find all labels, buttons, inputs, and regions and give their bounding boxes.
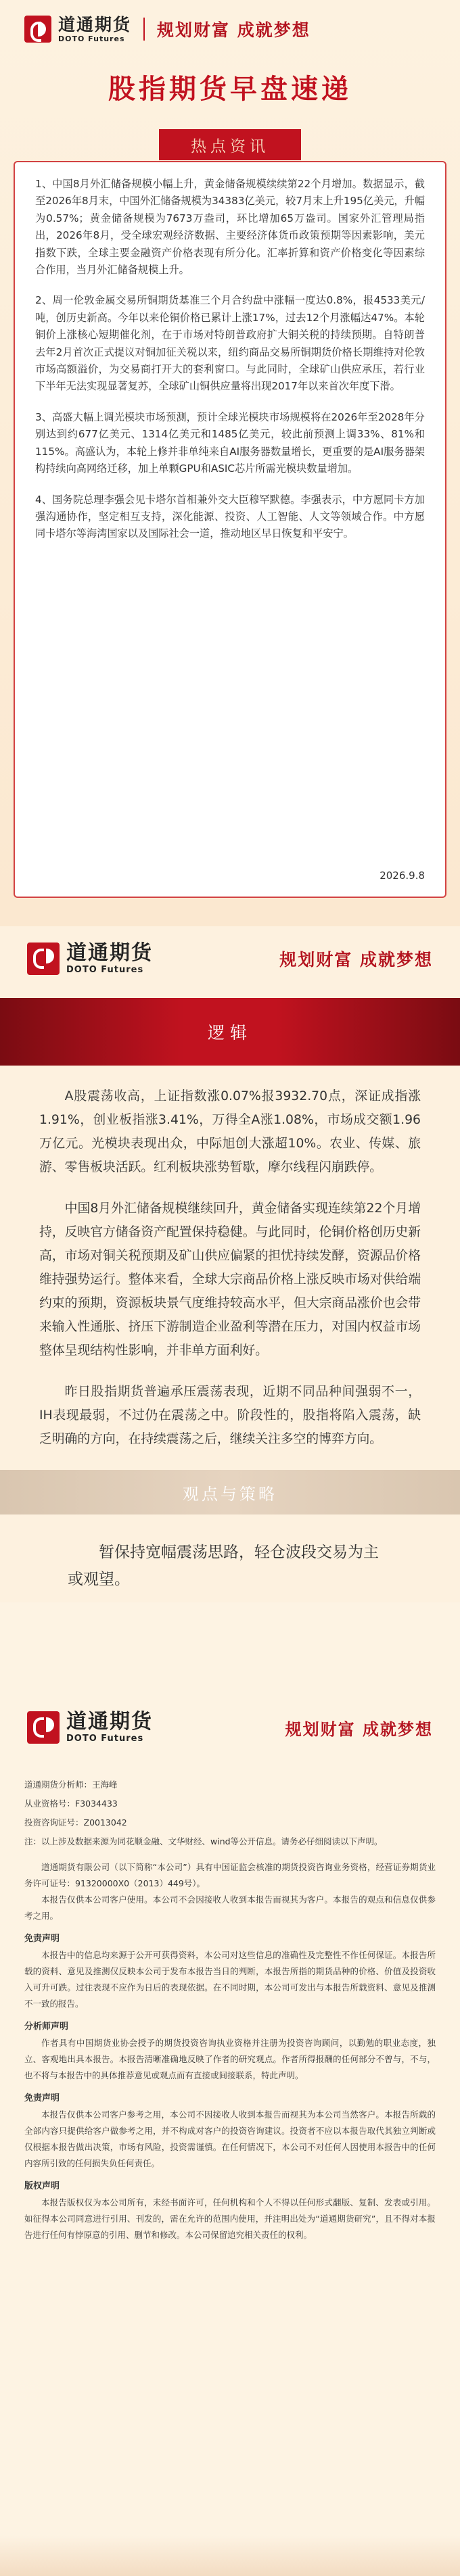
page-title: 股指期货早盘速递 [108, 74, 352, 105]
logic-paragraph: 中国8月外汇储备规模继续回升，黄金储备实现连续第22个月增持，反映官方储备资产配置保持稳健。与此同时，伦铜价格创历史新高，市场对铜关税预期及矿山供应偏紧的担忧持续发酵，资源品价格维持强势运行。整体来看，全球大宗商品价格上涨反映市场对供给端约束的预期，资源板块景气度维持较高水平，但大宗商品涨价也会带来输入性通胀、挤压下游制造企业盈利等潜在压力，对国内权益市场整体呈现结构性影响，并非单方面利好。 [39, 1201, 421, 1358]
news-item: 2、周一伦敦金属交易所铜期货基准三个月合约盘中涨幅一度达0.8%，报4533美元/吨，创历史新高。今年以来伦铜价格已累计上涨17%，过去12个月涨幅达47%。本轮铜价上涨核心短期催化剂，在于市场对特朗普政府扩大铜关税的持续预期。自特朗普去年2月首次正式提议对铜加征关税以来，纽约商品交易所铜期货价格长期维持对伦敦市场高额溢价，为交易商打开大的套利窗口。与此同时，全球矿山供应承压，若行业下半年无法实现显著复苏，全球矿山铜供应量将出现2017年以来首次年度下滑。 [35, 294, 425, 393]
analyst-invest-cert: 投资咨询证号：Z0013042 [24, 1817, 127, 1828]
section-heading: 免责声明 [24, 2093, 60, 2103]
hot-news-ribbon: 热点资讯 [159, 129, 301, 160]
logo-mark-icon [24, 16, 51, 43]
client-statement: 本报告仅供本公司客户使用。本公司不会因接收人收到本报告而视其为客户。本报告的观点和信息仅供参考之用。 [24, 1894, 436, 1921]
logo [27, 943, 153, 975]
section-text: 作者具有中国期货业协会授予的期货投资咨询执业资格并注册为投资咨询顾问，以勤勉的职业态度，独立、客观地出具本报告。本报告清晰准确地反映了作者的研究观点。作者所得报酬的任何部分不曾与，不与，也不将与本报告中的具体推荐意见或观点而有直接或间接联系，特此声明。 [24, 2038, 436, 2080]
slogan: 规划财富 成就梦想 [279, 950, 433, 970]
news-item: 1、中国8月外汇储备规模小幅上升，黄金储备规模续续第22个月增加。数据显示，截至2026年8月末，中国外汇储备规模为34383亿美元，较7月末上升195亿美元，升幅为0.57%；黄金储备规模为7673万盎司，环比增加65万盎司。国家外汇管理局指出，2026年8月，受全球宏观经济数据、主要经济体货币政策预期等因素影响，美元指数下跌，全球主要金融资产价格表现有所分化。汇率折算和资产价格变化等因素综合作用，当月外汇储备规模上升。 [35, 178, 425, 277]
logo [27, 1711, 153, 1744]
logic-paragraph: A股震荡收高，上证指数涨0.07%报3932.70点，深证成指涨1.91%，创业板指涨3.41%，万得全A涨1.08%，市场成交额1.96万亿元。光模块表现出众，中际旭创大涨超10%。农业、传媒、旅游、零售板块活跃。红利板块涨势暂歇，摩尔线程闪崩跌停。 [39, 1089, 421, 1174]
hot-news-card [14, 161, 446, 898]
news-item: 3、高盛大幅上调光模块市场预测，预计全球光模块市场规模将在2026年至2028年分别达到约677亿美元、1314亿美元和1485亿美元，较此前预测上调33%、81%和115%。高盛认为，本轮上修并非单纯来自AI服务器数量增长，更重要的是AI服务器架构持续向高网络迁移，加上单颗GPU和ASIC芯片所需光模块数量增加。 [35, 410, 425, 475]
section-heading: 版权声明 [24, 2181, 60, 2191]
company-statement: 道通期货有限公司（以下简称“本公司”）具有中国证监会核准的期货投资咨询业务资格，经营证券期货业务许可证号：91320000X0（2013）449号）。 [24, 1862, 436, 1888]
logo-name-cn: 道通期货 [66, 941, 153, 965]
view-title-bar: 观点与策略 [0, 1470, 460, 1514]
logo-mark-icon [27, 943, 60, 975]
logic-paragraph: 昨日股指期货普遍承压震荡表现，近期不同品种间强弱不一，IH表现最弱，不过仍在震荡之中。阶段性的，股指将陷入震荡，缺乏明确的方向，在持续震荡之后，继续关注多空的博弈方向。 [39, 1385, 421, 1446]
news-list [35, 176, 425, 543]
footer-decoration [0, 2535, 460, 2576]
data-source-note: 注：以上涉及数据来源为同花顺金融、文华财经、wind等公开信息。请务必仔细阅读以下声明。 [24, 1836, 383, 1846]
report-date: 2026.9.8 [380, 869, 425, 882]
section-heading: 分析师声明 [24, 2022, 69, 2032]
logic-body [0, 1084, 460, 1451]
logo-name-en: DOTO Futures [58, 34, 125, 43]
section-text: 本报告中的信息均来源于公开可获得资料，本公司对这些信息的准确性及完整性不作任何保证。本报告所载的资料、意见及推测仅反映本公司于发布本报告当日的判断，本报告所指的期货品种的价格、价值及投资收入可升可跌。过往表现不应作为日后的表现依据。在不同时期，本公司可发出与本报告所载资料、意见及推测不一致的报告。 [24, 1950, 436, 2009]
logic-title-bar: 逻辑 [0, 998, 460, 1066]
header-2 [0, 926, 460, 991]
view-text: 暂保持宽幅震荡思路，轻仓波段交易为主或观望。 [68, 1544, 379, 1588]
header [0, 0, 460, 58]
logo-name-cn: 道通期货 [66, 1710, 153, 1734]
logo [24, 16, 131, 43]
section-text: 本报告版权仅为本公司所有，未经书面许可，任何机构和个人不得以任何形式翻版、复制、发表或引用。如征得本公司同意进行引用、刊发的，需在允许的范围内使用，并注明出处为“道通期货研究”，且不得对本报告进行任何有悖原意的引用、删节和修改。本公司保留追究相关责任的权利。 [24, 2197, 436, 2240]
news-item: 4、国务院总理李强会见卡塔尔首相兼外交大臣穆罕默德。李强表示，中方愿同卡方加强沟通协作，坚定相互支持，深化能源、投资、人工智能、人文等领域合作。中方愿同卡塔尔等海湾国家以及国际社会一道，推动地区早日恢复和平安宁。 [35, 493, 425, 540]
disclaimer-section [0, 1602, 460, 2576]
header-3 [0, 1697, 460, 1758]
logo-mark-icon [27, 1711, 60, 1744]
logic-section [0, 926, 460, 1602]
analyst-name: 道通期货分析师：王海峰 [24, 1780, 118, 1790]
logo-name-en: DOTO Futures [66, 965, 144, 975]
slogan: 规划财富 成就梦想 [285, 1719, 433, 1739]
header-divider [143, 18, 145, 41]
analyst-cert: 从业资格号：F3034433 [24, 1798, 118, 1809]
disclaimer-body [0, 1758, 460, 2243]
logo-name-cn: 道通期货 [58, 14, 132, 34]
slogan: 规划财富 成就梦想 [157, 20, 310, 40]
section-text: 本报告仅供本公司客户参考之用，本公司不因接收人收到本报告而视其为本公司当然客户。本报告所载的全部内容只提供给客户做参考之用，并不构成对客户的投资咨询建议。投资者不应以本报告取代其独立判断或仅根据本报告做出决策，市场有风险，投资需谨慎。在任何情况下，本公司不对任何人因使用本报告中的任何内容所引致的任何损失负任何责任。 [24, 2109, 436, 2168]
hot-news-section [0, 0, 460, 926]
section-heading: 免责声明 [24, 1934, 60, 1944]
logo-name-en: DOTO Futures [66, 1734, 144, 1744]
